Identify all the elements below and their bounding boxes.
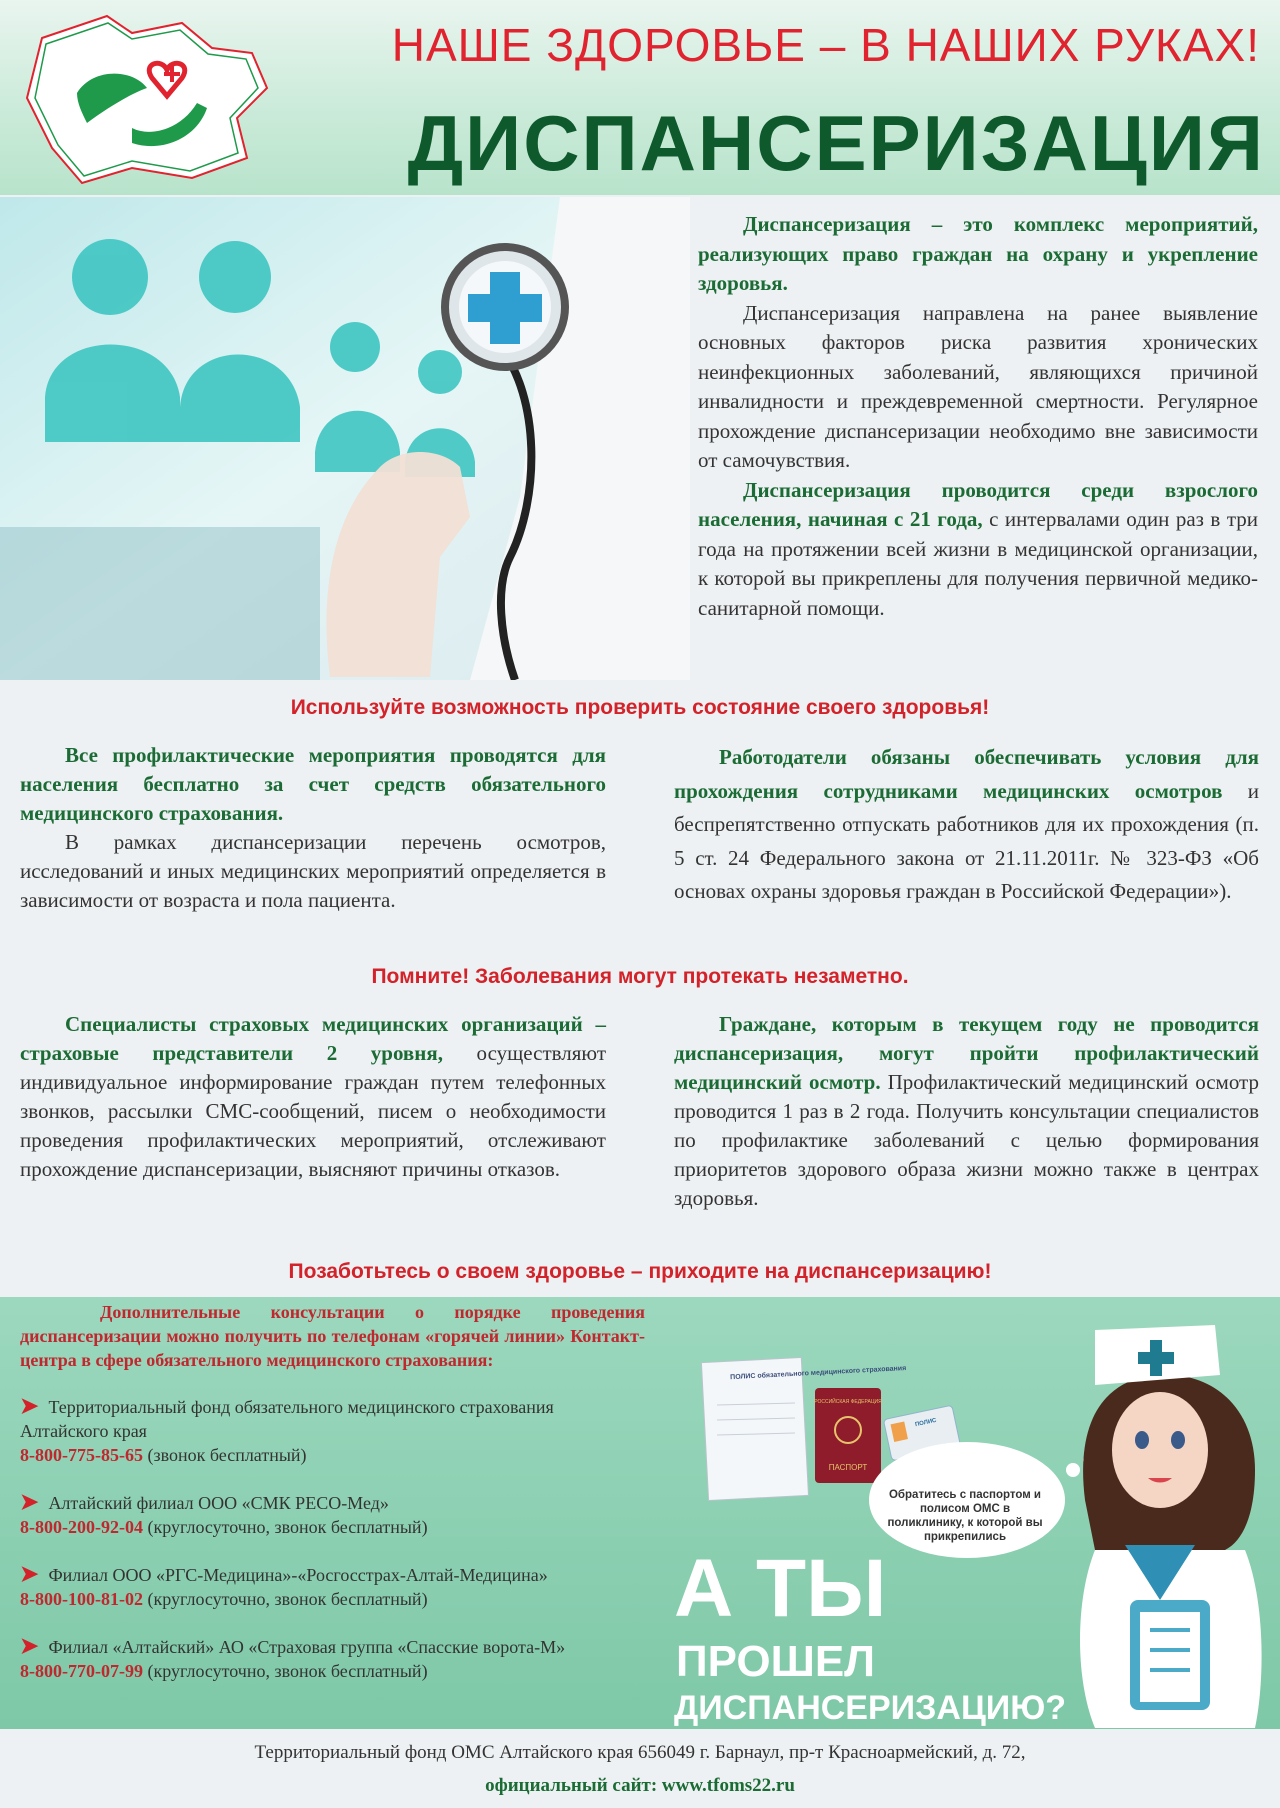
- tfoms-logo: [12, 8, 277, 188]
- hotline-note: (звонок бесплатный): [142, 1445, 307, 1465]
- arrow-icon: ➤: [20, 1489, 39, 1514]
- hotline-phone[interactable]: 8-800-100-81-02: [20, 1589, 143, 1609]
- hotline-phone[interactable]: 8-800-200-92-04: [20, 1517, 143, 1537]
- intro-definition: Диспансеризация – это комплекс мероприятий, реализующих право граждан на охрану и укрепление здоровья.: [698, 212, 1258, 295]
- employers-bold: Работодатели обязаны обеспечивать условия для прохождения сотрудниками медицинских осмотров: [674, 745, 1259, 803]
- hotline-lead: Дополнительные консультации о порядке проведения диспансеризации можно получить по телефонам «горячей линии» Контакт-центра в сфере обязательного медицинского страхования:: [20, 1302, 645, 1370]
- passport-label: ПАСПОРТ: [828, 1463, 868, 1472]
- nurse-icon: [1080, 1325, 1262, 1728]
- arrow-icon: ➤: [20, 1393, 39, 1418]
- hero-illustration: [0, 197, 690, 680]
- hotline-block: [20, 1300, 645, 1706]
- hotline-item: [20, 1490, 645, 1539]
- employers-text: и беспрепятственно отпускать работников для их прохождения (п. 5 ст. 24 Федерального закона от 21.11.2011г. № 323-ФЗ «Об основах охраны здоровья граждан в Российской Федерации»).: [674, 778, 1259, 903]
- headline-remember: Помните! Заболевания могут протекать незаметно.: [371, 965, 909, 988]
- hotline-item: [20, 1634, 645, 1683]
- hotline-item: [20, 1562, 645, 1611]
- hotline-note: (круглосуточно, звонок бесплатный): [142, 1589, 428, 1609]
- insurance-reps-bold: Специалисты страховых медицинских организаций – страховые представители 2 уровня,: [20, 1012, 606, 1065]
- arrow-icon: ➤: [20, 1633, 39, 1658]
- prevention-exam-bold: Граждане, которым в текущем году не проводится диспансеризация, могут пройти профилактический медицинский осмотр.: [674, 1012, 1259, 1094]
- intro-age-text: с интервалами один раз в три года на протяжении всей жизни в медицинской организации, к которой вы прикреплены для получения первичной медико-санитарной помощи.: [698, 507, 1258, 620]
- free-measures-bold: Все профилактические мероприятия проводятся для населения бесплатно за счет средств обязательного медицинского страхования.: [20, 743, 606, 825]
- intro-text: [698, 210, 1258, 623]
- card-label: ПОЛИС: [914, 1417, 938, 1429]
- employers-block: [674, 741, 1259, 909]
- ad-line-3: ДИСПАНСЕРИЗАЦИЮ?: [674, 1689, 1067, 1727]
- ad-line-1: А ТЫ: [674, 1543, 887, 1634]
- insurance-reps-text: осуществляют индивидуальное информирование граждан путем телефонных звонков, рассылки СМС-сообщений, писем о необходимости проведения профилактических мероприятий, отслеживают прохождение диспансеризации, выясняют причины отказов.: [20, 1041, 607, 1181]
- ad-line-2: ПРОШЕЛ: [676, 1637, 876, 1686]
- hotline-phone[interactable]: 8-800-770-07-99: [20, 1661, 143, 1681]
- intro-age: [698, 476, 1258, 624]
- hotline-note: (круглосуточно, звонок бесплатный): [142, 1517, 428, 1537]
- hotline-org: Филиал ООО «РГС-Медицина»-«Росгосстрах-Алтай-Медицина»: [48, 1565, 548, 1585]
- hotline-note: (круглосуточно, звонок бесплатный): [142, 1661, 428, 1681]
- passport-top: РОССИЙСКАЯ ФЕДЕРАЦИЯ: [814, 1399, 882, 1405]
- bubble-text: Обратитесь с паспортом и полисом ОМС в поликлинику, к которой вы прикрепились: [887, 1489, 1043, 1543]
- intro-age-bold: Диспансеризация проводится среди взрослого населения, начиная с 21 года,: [698, 477, 1258, 531]
- prevention-exam-text: Профилактический медицинский осмотр проводится 1 раз в 2 года. Получить консультации специалистов по профилактике заболеваний с целью формирования приоритетов здорового образа жизни можно также в центрах здоровья.: [674, 1070, 1259, 1210]
- passport-icon: [814, 1388, 882, 1483]
- intro-purpose: Диспансеризация направлена на ранее выявление основных факторов риска развития хронических неинфекционных заболеваний, являющихся причиной инвалидности и преждевременной смертности. Регулярное прохождение диспансеризации необходимо вне зависимости от самочувствия.: [698, 300, 1258, 472]
- hotline-org: Территориальный фонд обязательного медицинского страхования Алтайского края: [20, 1397, 554, 1441]
- hotline-org: Филиал «Алтайский» АО «Страховая группа «Спасские ворота-М»: [48, 1637, 566, 1657]
- prevention-exam-block: [674, 1010, 1259, 1213]
- footer-site-link[interactable]: официальный сайт: www.tfoms22.ru: [485, 1775, 795, 1796]
- free-measures-text: В рамках диспансеризации перечень осмотров, исследований и иных медицинских мероприятий определяется в зависимости от возраста и пола пациента.: [20, 830, 606, 912]
- hotline-item: [20, 1394, 645, 1467]
- slogan: НАШЕ ЗДОРОВЬЕ – В НАШИХ РУКАХ!: [391, 19, 1260, 71]
- arrow-icon: ➤: [20, 1561, 39, 1586]
- free-measures-block: [20, 741, 606, 915]
- headline-take-care: Позаботьтесь о своем здоровье – приходите на диспансеризацию!: [288, 1260, 992, 1283]
- hotline-org: Алтайский филиал ООО «СМК РЕСО-Мед»: [48, 1493, 389, 1513]
- hotline-phone[interactable]: 8-800-775-85-65: [20, 1445, 143, 1465]
- insurance-reps-block: [20, 1010, 606, 1184]
- page-title: ДИСПАНСЕРИЗАЦИЯ: [407, 99, 1265, 187]
- footer-address: Территориальный фонд ОМС Алтайского края 656049 г. Барнаул, пр-т Красноармейский, д. 72,: [254, 1742, 1026, 1763]
- headline-check-health: Используйте возможность проверить состояние своего здоровья!: [290, 696, 990, 719]
- polis-label: ПОЛИС обязательного медицинского страхования: [730, 1365, 907, 1382]
